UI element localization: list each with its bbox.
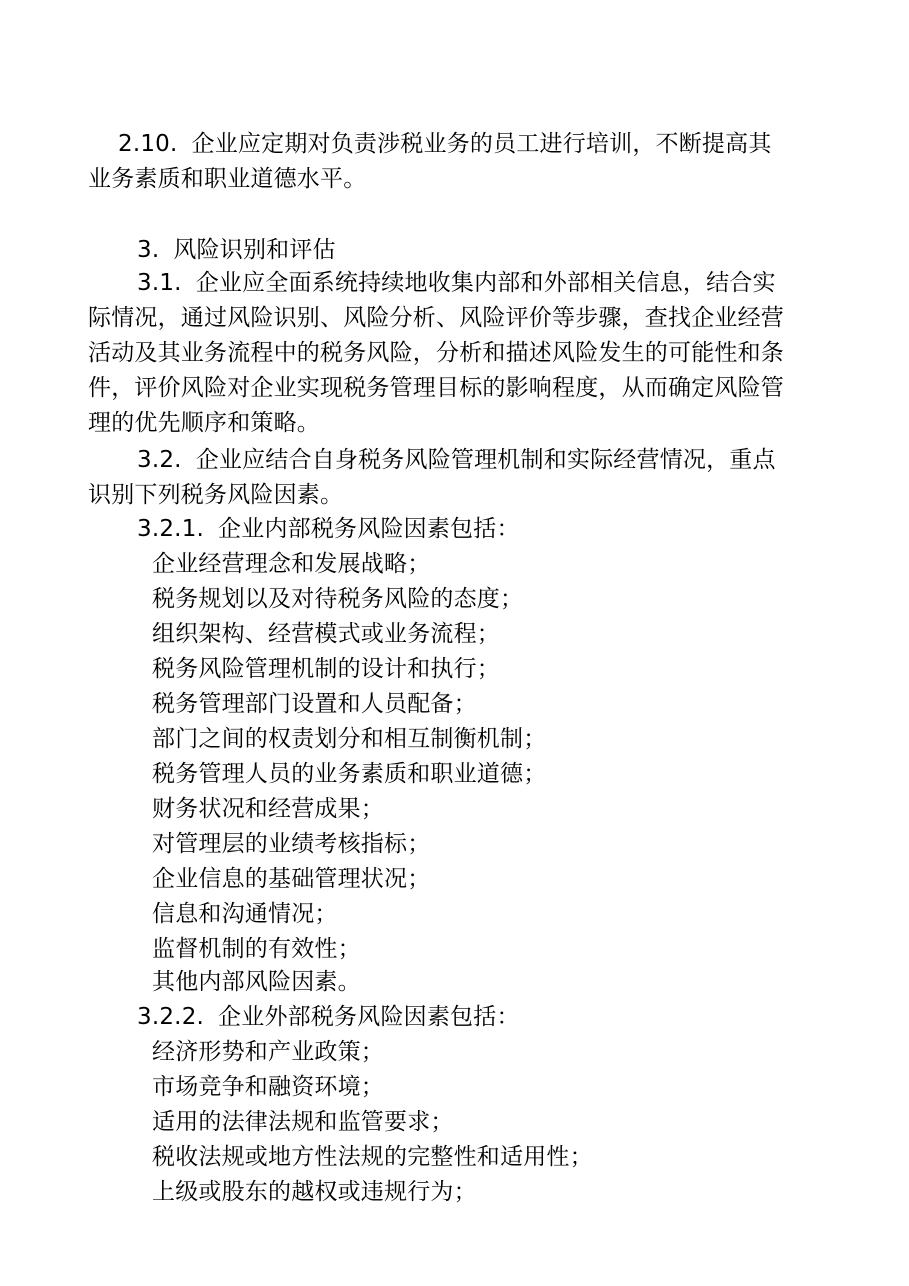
clause-3-1-line-3: 活动及其业务流程中的税务风险，分析和描述风险发生的可能性和条	[88, 340, 784, 366]
list-item: 其他内部风险因素。	[152, 969, 361, 995]
clause-2-10-line-2: 业务素质和职业道德水平。	[88, 166, 367, 192]
list-item: 财务状况和经营成果；	[152, 796, 384, 822]
clause-text: 企业应结合自身税务风险管理机制和实际经营情况，重点	[195, 447, 776, 473]
clause-number: 2.10.	[118, 131, 178, 157]
clause-text: 企业应定期对负责涉税业务的员工进行培训，不断提高其	[191, 131, 772, 157]
section-title: 风险识别和评估	[173, 237, 336, 263]
list-item: 部门之间的权责划分和相互制衡机制；	[152, 726, 547, 752]
clause-3-1-line-2: 际情况，通过风险识别、风险分析、风险评价等步骤，查找企业经营	[88, 305, 784, 331]
clause-3-2-2-heading	[137, 1000, 520, 1034]
list-item: 信息和沟通情况；	[152, 901, 338, 927]
clause-text: 企业应全面系统持续地收集内部和外部相关信息，结合实	[195, 270, 776, 296]
clause-number: 3.1.	[137, 270, 182, 296]
clause-3-1-line-5: 理的优先顺序和策略。	[88, 410, 320, 436]
clause-2-10-line-1	[118, 127, 772, 161]
list-item: 经济形势和产业政策；	[152, 1039, 384, 1065]
list-item: 监督机制的有效性；	[152, 936, 361, 962]
clause-number: 3.2.2.	[137, 1004, 205, 1030]
clause-number: 3.2.	[137, 447, 182, 473]
list-item: 上级或股东的越权或违规行为；	[152, 1179, 477, 1205]
list-item: 税务管理部门设置和人员配备；	[152, 691, 477, 717]
list-item: 税务管理人员的业务素质和职业道德；	[152, 761, 547, 787]
clause-text: 企业内部税务风险因素包括：	[218, 516, 520, 542]
clause-text: 企业外部税务风险因素包括：	[218, 1004, 520, 1030]
clause-3-2-line-1	[137, 443, 776, 477]
clause-3-2-1-heading	[137, 512, 520, 546]
section-number: 3.	[137, 237, 160, 263]
list-item: 税务风险管理机制的设计和执行；	[152, 656, 500, 682]
list-item: 税收法规或地方性法规的完整性和适用性；	[152, 1144, 593, 1170]
clause-number: 3.2.1.	[137, 516, 205, 542]
clause-3-1-line-4: 件，评价风险对企业实现税务管理目标的影响程度，从而确定风险管	[88, 375, 784, 401]
list-item: 税务规划以及对待税务风险的态度；	[152, 586, 524, 612]
list-item: 企业信息的基础管理状况；	[152, 866, 431, 892]
list-item: 企业经营理念和发展战略；	[152, 551, 431, 577]
list-item: 市场竞争和融资环境；	[152, 1074, 384, 1100]
clause-3-1-line-1	[137, 266, 776, 300]
list-item: 适用的法律法规和监管要求；	[152, 1109, 454, 1135]
section-3-heading	[137, 233, 336, 267]
list-item: 组织架构、经营模式或业务流程；	[152, 621, 500, 647]
clause-3-2-line-2: 识别下列税务风险因素。	[88, 482, 344, 508]
list-item: 对管理层的业绩考核指标；	[152, 831, 431, 857]
